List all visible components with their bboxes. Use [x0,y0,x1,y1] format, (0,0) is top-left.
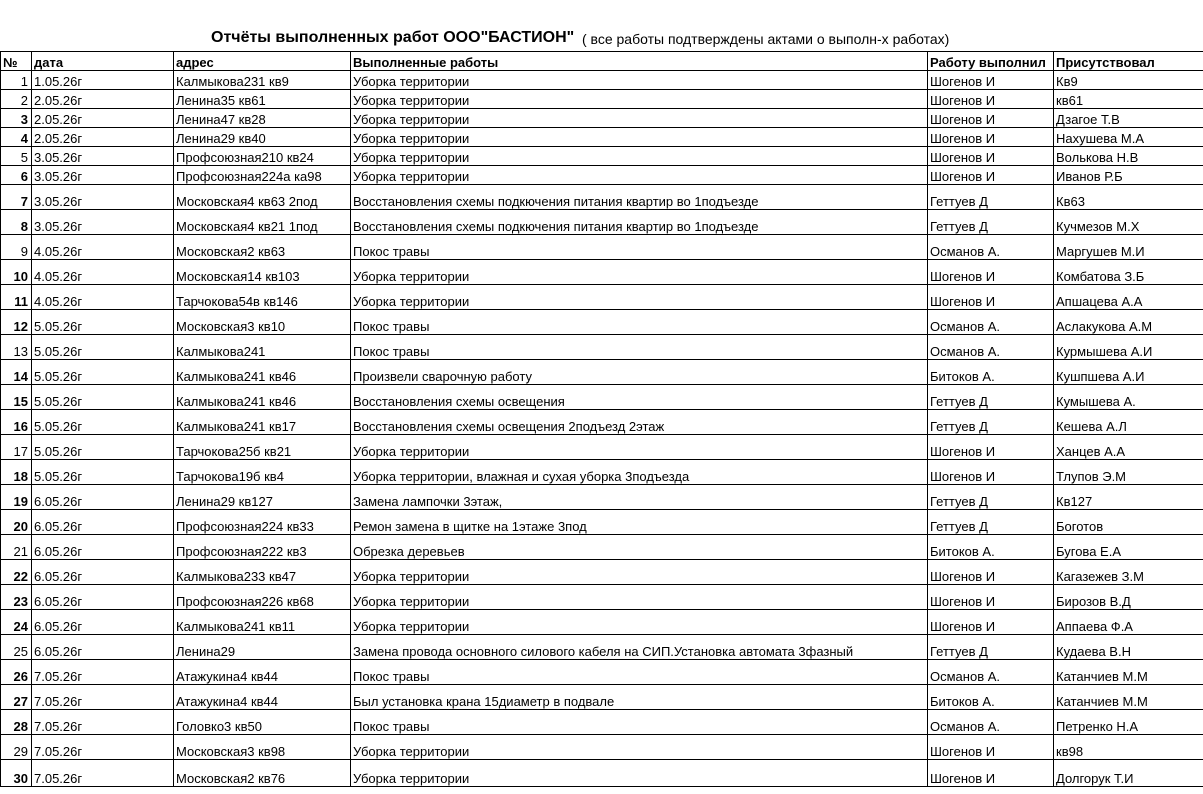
worker-cell[interactable]: Геттуев Д [928,185,1054,210]
worker-cell[interactable]: Османов А. [928,235,1054,260]
present-cell[interactable]: Кушпшева А.И [1054,360,1203,385]
worker-cell[interactable]: Шогенов И [928,71,1054,90]
address-cell[interactable]: Московская4 кв63 2под [174,185,351,210]
address-cell[interactable]: Калмыкова241 кв46 [174,385,351,410]
worker-cell[interactable]: Османов А. [928,660,1054,685]
table-row [1,435,1203,460]
date-cell[interactable]: 3.05.26г [32,185,174,210]
address-cell[interactable]: Профсоюзная210 кв24 [174,147,351,166]
worker-cell[interactable]: Геттуев Д [928,635,1054,660]
row-number-cell[interactable]: 12 [1,310,32,335]
present-cell[interactable]: Курмышева А.И [1054,335,1203,360]
date-cell[interactable]: 6.05.26г [32,635,174,660]
address-cell[interactable]: Профсоюзная226 кв68 [174,585,351,610]
work-cell[interactable]: Покос травы [351,660,928,685]
work-cell[interactable]: Уборка территории [351,585,928,610]
address-cell[interactable]: Московская3 кв10 [174,310,351,335]
date-cell[interactable]: 7.05.26г [32,760,174,787]
worker-cell[interactable]: Шогенов И [928,260,1054,285]
date-cell[interactable]: 5.05.26г [32,310,174,335]
date-cell[interactable]: 2.05.26г [32,109,174,128]
row-number-cell[interactable]: 15 [1,385,32,410]
work-cell[interactable]: Уборка территории, влажная и сухая уборка 3подъезда [351,460,928,485]
work-cell[interactable]: Замена провода основного силового кабеля на СИП.Установка автомата 3фазный [351,635,928,660]
table-row [1,585,1203,610]
row-number-cell[interactable]: 3 [1,109,32,128]
date-cell[interactable]: 3.05.26г [32,166,174,185]
date-cell[interactable]: 6.05.26г [32,610,174,635]
work-cell[interactable]: Уборка территории [351,71,928,90]
report-title-main: Отчёты выполненных работ ООО"БАСТИОН" [211,29,575,46]
row-number-cell[interactable]: 24 [1,610,32,635]
address-cell[interactable]: Ленина29 кв127 [174,485,351,510]
present-cell[interactable]: кв61 [1054,90,1203,109]
table-row [1,685,1203,710]
date-cell[interactable]: 5.05.26г [32,410,174,435]
date-cell[interactable]: 6.05.26г [32,585,174,610]
row-number-cell[interactable]: 26 [1,660,32,685]
address-cell[interactable]: Атажукина4 кв44 [174,660,351,685]
address-cell[interactable]: Калмыкова241 кв17 [174,410,351,435]
work-cell[interactable]: Уборка территории [351,285,928,310]
present-cell[interactable]: Боготов [1054,510,1203,535]
present-cell[interactable]: Волькова Н.В [1054,147,1203,166]
table-row [1,485,1203,510]
present-cell[interactable]: Тлупов Э.М [1054,460,1203,485]
work-cell[interactable]: Восстановления схемы освещения 2подъезд 2этаж [351,410,928,435]
present-cell[interactable]: Аппаева Ф.А [1054,610,1203,635]
worker-cell[interactable]: Шогенов И [928,285,1054,310]
table-row [1,185,1203,210]
work-cell[interactable]: Уборка территории [351,260,928,285]
work-cell[interactable]: Уборка территории [351,90,928,109]
row-number-cell[interactable]: 16 [1,410,32,435]
present-cell[interactable]: Аслакукова А.М [1054,310,1203,335]
date-cell[interactable]: 5.05.26г [32,460,174,485]
address-cell[interactable]: Московская2 кв63 [174,235,351,260]
row-number-cell[interactable]: 28 [1,710,32,735]
present-cell[interactable]: Нахушева М.А [1054,128,1203,147]
row-number-cell[interactable]: 19 [1,485,32,510]
table-row [1,710,1203,735]
worker-cell[interactable]: Шогенов И [928,109,1054,128]
present-cell[interactable]: Дзагое Т.В [1054,109,1203,128]
work-cell[interactable]: Покос травы [351,710,928,735]
work-cell[interactable]: Покос травы [351,235,928,260]
address-cell[interactable]: Ленина29 [174,635,351,660]
worker-cell[interactable]: Шогенов И [928,460,1054,485]
worker-cell[interactable]: Шогенов И [928,560,1054,585]
worker-cell[interactable]: Шогенов И [928,147,1054,166]
report-title-note: ( все работы подтверждены актами о выполн-х работах) [582,31,950,47]
date-cell[interactable]: 7.05.26г [32,710,174,735]
work-cell[interactable]: Ремон замена в щитке на 1этаже 3под [351,510,928,535]
work-cell[interactable]: Уборка территории [351,128,928,147]
present-cell[interactable]: Кешева А.Л [1054,410,1203,435]
present-cell[interactable]: Катанчиев М.М [1054,685,1203,710]
worker-cell[interactable]: Геттуев Д [928,410,1054,435]
table-row [1,166,1203,185]
date-cell[interactable]: 2.05.26г [32,128,174,147]
date-cell[interactable]: 3.05.26г [32,147,174,166]
worker-cell[interactable]: Битоков А. [928,685,1054,710]
address-cell[interactable]: Московская14 кв103 [174,260,351,285]
row-number-cell[interactable]: 13 [1,335,32,360]
work-cell[interactable]: Был установка крана 15диаметр в подвале [351,685,928,710]
table-row [1,460,1203,485]
row-number-cell[interactable]: 11 [1,285,32,310]
row-number-cell[interactable]: 6 [1,166,32,185]
address-cell[interactable]: Калмыкова241 [174,335,351,360]
address-cell[interactable]: Атажукина4 кв44 [174,685,351,710]
worker-cell[interactable]: Шогенов И [928,166,1054,185]
date-cell[interactable]: 7.05.26г [32,735,174,760]
table-body [1,71,1203,787]
present-cell[interactable]: Апшацева А.А [1054,285,1203,310]
present-cell[interactable]: Кагазежев З.М [1054,560,1203,585]
header-number[interactable]: № [1,52,32,71]
row-number-cell[interactable]: 9 [1,235,32,260]
table-row [1,210,1203,235]
present-cell[interactable]: Комбатова З.Б [1054,260,1203,285]
present-cell[interactable]: Кв63 [1054,185,1203,210]
worker-cell[interactable]: Битоков А. [928,535,1054,560]
present-cell[interactable]: Кучмезов М.Х [1054,210,1203,235]
address-cell[interactable]: Профсоюзная224 кв33 [174,510,351,535]
work-cell[interactable]: Уборка территории [351,735,928,760]
row-number-cell[interactable]: 17 [1,435,32,460]
present-cell[interactable]: Бугова Е.А [1054,535,1203,560]
worker-cell[interactable]: Османов А. [928,710,1054,735]
worker-cell[interactable]: Шогенов И [928,585,1054,610]
date-cell[interactable]: 5.05.26г [32,435,174,460]
address-cell[interactable]: Калмыкова241 кв46 [174,360,351,385]
present-cell[interactable]: Бирозов В.Д [1054,585,1203,610]
report-title [0,28,1203,50]
table-row [1,235,1203,260]
address-cell[interactable]: Тарчокова54в кв146 [174,285,351,310]
row-number-cell[interactable]: 22 [1,560,32,585]
header-present[interactable]: Присутствовал [1054,52,1203,71]
present-cell[interactable]: Кв9 [1054,71,1203,90]
worker-cell[interactable]: Шогенов И [928,128,1054,147]
header-date[interactable]: дата [32,52,174,71]
address-cell[interactable]: Ленина29 кв40 [174,128,351,147]
worker-cell[interactable]: Шогенов И [928,760,1054,787]
worker-cell[interactable]: Геттуев Д [928,210,1054,235]
table-row [1,535,1203,560]
date-cell[interactable]: 7.05.26г [32,685,174,710]
address-cell[interactable]: Московская3 кв98 [174,735,351,760]
present-cell[interactable]: Долгорук Т.И [1054,760,1203,787]
present-cell[interactable]: Петренко Н.А [1054,710,1203,735]
header-address[interactable]: адрес [174,52,351,71]
table-row [1,385,1203,410]
row-number-cell[interactable]: 30 [1,760,32,787]
date-cell[interactable]: 4.05.26г [32,235,174,260]
table-row [1,735,1203,760]
worker-cell[interactable]: Османов А. [928,310,1054,335]
work-cell[interactable]: Покос травы [351,310,928,335]
row-number-cell[interactable]: 25 [1,635,32,660]
present-cell[interactable]: Иванов Р.Б [1054,166,1203,185]
date-cell[interactable]: 4.05.26г [32,260,174,285]
table-row [1,410,1203,435]
table-row [1,660,1203,685]
works-table [0,51,1203,787]
row-number-cell[interactable]: 27 [1,685,32,710]
work-cell[interactable]: Уборка территории [351,147,928,166]
row-number-cell[interactable]: 2 [1,90,32,109]
address-cell[interactable]: Тарчокова19б кв4 [174,460,351,485]
row-number-cell[interactable]: 8 [1,210,32,235]
worker-cell[interactable]: Шогенов И [928,610,1054,635]
address-cell[interactable]: Профсоюзная222 кв3 [174,535,351,560]
address-cell[interactable]: Тарчокова25б кв21 [174,435,351,460]
table-row [1,760,1203,787]
present-cell[interactable]: кв98 [1054,735,1203,760]
row-number-cell[interactable]: 4 [1,128,32,147]
address-cell[interactable]: Ленина47 кв28 [174,109,351,128]
table-row [1,147,1203,166]
work-cell[interactable]: Уборка территории [351,166,928,185]
work-cell[interactable]: Восстановления схемы освещения [351,385,928,410]
table-row [1,360,1203,385]
header-work[interactable]: Выполненные работы [351,52,928,71]
row-number-cell[interactable]: 10 [1,260,32,285]
date-cell[interactable]: 3.05.26г [32,210,174,235]
row-number-cell[interactable]: 7 [1,185,32,210]
row-number-cell[interactable]: 21 [1,535,32,560]
present-cell[interactable]: Кв127 [1054,485,1203,510]
worker-cell[interactable]: Османов А. [928,335,1054,360]
address-cell[interactable]: Калмыкова231 кв9 [174,71,351,90]
present-cell[interactable]: Кумышева А. [1054,385,1203,410]
work-cell[interactable]: Уборка территории [351,760,928,787]
date-cell[interactable]: 7.05.26г [32,660,174,685]
date-cell[interactable]: 5.05.26г [32,385,174,410]
table-row [1,610,1203,635]
table-row [1,560,1203,585]
date-cell[interactable]: 4.05.26г [32,285,174,310]
table-row [1,310,1203,335]
table-row [1,335,1203,360]
work-cell[interactable]: Восстановления схемы подкючения питания квартир во 1подъезде [351,185,928,210]
row-number-cell[interactable]: 18 [1,460,32,485]
worker-cell[interactable]: Геттуев Д [928,385,1054,410]
work-cell[interactable]: Уборка территории [351,610,928,635]
present-cell[interactable]: Кудаева В.Н [1054,635,1203,660]
work-cell[interactable]: Обрезка деревьев [351,535,928,560]
row-number-cell[interactable]: 14 [1,360,32,385]
work-cell[interactable]: Уборка территории [351,435,928,460]
present-cell[interactable]: Маргушев М.И [1054,235,1203,260]
work-cell[interactable]: Замена лампочки 3этаж, [351,485,928,510]
address-cell[interactable]: Московская4 кв21 1под [174,210,351,235]
work-cell[interactable]: Уборка территории [351,109,928,128]
address-cell[interactable]: Профсоюзная224а ка98 [174,166,351,185]
present-cell[interactable]: Катанчиев М.М [1054,660,1203,685]
work-cell[interactable]: Восстановления схемы подкючения питания квартир во 1подъезде [351,210,928,235]
worker-cell[interactable]: Шогенов И [928,90,1054,109]
address-cell[interactable]: Калмыкова241 кв11 [174,610,351,635]
address-cell[interactable]: Ленина35 кв61 [174,90,351,109]
worker-cell[interactable]: Битоков А. [928,360,1054,385]
header-worker[interactable]: Работу выполнил [928,52,1054,71]
date-cell[interactable]: 6.05.26г [32,560,174,585]
worker-cell[interactable]: Шогенов И [928,735,1054,760]
date-cell[interactable]: 6.05.26г [32,535,174,560]
table-row [1,109,1203,128]
header-row [1,52,1203,71]
table-row [1,260,1203,285]
table-row [1,71,1203,90]
row-number-cell[interactable]: 20 [1,510,32,535]
date-cell[interactable]: 6.05.26г [32,485,174,510]
date-cell[interactable]: 5.05.26г [32,360,174,385]
table-row [1,128,1203,147]
address-cell[interactable]: Калмыкова233 кв47 [174,560,351,585]
work-cell[interactable]: Произвели сварочную работу [351,360,928,385]
work-cell[interactable]: Покос травы [351,335,928,360]
row-number-cell[interactable]: 29 [1,735,32,760]
row-number-cell[interactable]: 5 [1,147,32,166]
table-row [1,285,1203,310]
table-row [1,90,1203,109]
date-cell[interactable]: 5.05.26г [32,335,174,360]
address-cell[interactable]: Московская2 кв76 [174,760,351,787]
worker-cell[interactable]: Шогенов И [928,435,1054,460]
date-cell[interactable]: 6.05.26г [32,510,174,535]
worker-cell[interactable]: Геттуев Д [928,510,1054,535]
date-cell[interactable]: 2.05.26г [32,90,174,109]
date-cell[interactable]: 1.05.26г [32,71,174,90]
present-cell[interactable]: Ханцев А.А [1054,435,1203,460]
table-row [1,510,1203,535]
row-number-cell[interactable]: 23 [1,585,32,610]
table-row [1,635,1203,660]
work-cell[interactable]: Уборка территории [351,560,928,585]
row-number-cell[interactable]: 1 [1,71,32,90]
address-cell[interactable]: Головко3 кв50 [174,710,351,735]
worker-cell[interactable]: Геттуев Д [928,485,1054,510]
